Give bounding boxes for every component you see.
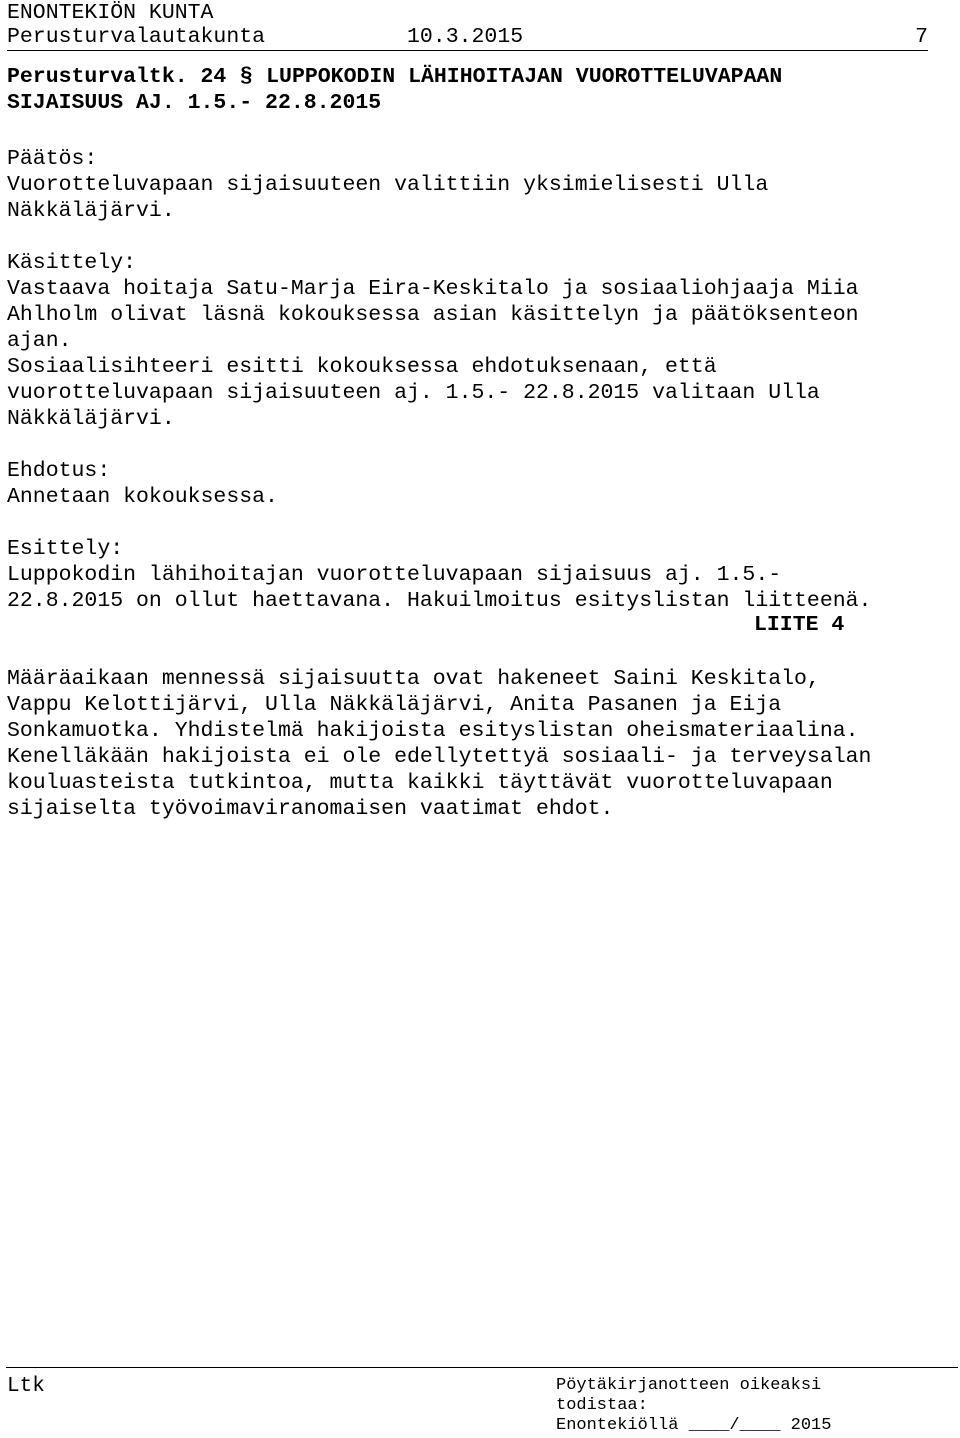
header-row	[7, 24, 928, 51]
footer-committee: Ltk	[7, 1375, 45, 1398]
presentation-paragraph-line: Vappu Kelottijärvi, Ulla Näkkäläjärvi, Anita Pasanen ja Eija	[7, 693, 782, 717]
presentation-paragraph-line: Sonkamuotka. Yhdistelmä hakijoista esityslistan oheismateriaalina.	[7, 719, 859, 743]
presentation-heading: Esittely:	[7, 537, 124, 561]
handling-line: Sosiaalisihteeri esitti kokouksessa ehdotuksenaan, että	[7, 355, 717, 379]
section-symbol: §	[239, 65, 253, 89]
item-title	[7, 64, 782, 90]
handling-line: Ahlholm olivat läsnä kokouksessa asian käsittelyn ja päätöksenteon	[7, 303, 859, 327]
meeting-date: 10.3.2015	[407, 25, 524, 49]
proposal-line: Annetaan kokouksessa.	[7, 485, 278, 509]
handling-heading: Käsittely:	[7, 251, 137, 275]
item-title-line1: LUPPOKODIN LÄHIHOITAJAN VUOROTTELUVAPAAN	[266, 65, 783, 89]
presentation-paragraph-line: Kenelläkään hakijoista ei ole edellytettyä sosiaali- ja terveysalan	[7, 745, 872, 769]
page-number: 7	[915, 25, 928, 49]
attachment-label: LIITE 4	[754, 613, 845, 637]
presentation-paragraph-line: kouluasteista tutkintoa, mutta kaikki täyttävät vuorotteluvapaan	[7, 771, 833, 795]
item-reference: Perusturvaltk. 24	[7, 65, 227, 89]
footer-certify-line1: Pöytäkirjanotteen oikeaksi	[556, 1376, 822, 1395]
handling-line: Näkkäläjärvi.	[7, 407, 175, 431]
municipality-name: ENONTEKIÖN KUNTA	[7, 1, 214, 25]
presentation-line: 22.8.2015 on ollut haettavana. Hakuilmoitus esityslistan liitteenä.	[7, 589, 872, 613]
footer-divider	[6, 1367, 958, 1368]
footer-place-date: Enontekiöllä ____/____ 2015	[556, 1416, 832, 1435]
handling-line: Vastaava hoitaja Satu-Marja Eira-Keskitalo ja sosiaaliohjaaja Miia	[7, 277, 859, 301]
footer-certify-line2: todistaa:	[556, 1396, 648, 1415]
handling-line: vuorotteluvapaan sijaisuuteen aj. 1.5.- 22.8.2015 valitaan Ulla	[7, 381, 820, 405]
board-name: Perusturvalautakunta	[7, 25, 266, 49]
decision-line: Vuorotteluvapaan sijaisuuteen valittiin yksimielisesti Ulla	[7, 173, 769, 197]
handling-line: ajan.	[7, 329, 72, 353]
presentation-paragraph-line: Määräaikaan mennessä sijaisuutta ovat hakeneet Saini Keskitalo,	[7, 667, 820, 691]
decision-line: Näkkäläjärvi.	[7, 199, 175, 223]
proposal-heading: Ehdotus:	[7, 459, 111, 483]
presentation-line: Luppokodin lähihoitajan vuorotteluvapaan sijaisuus aj. 1.5.-	[7, 563, 782, 587]
decision-heading: Päätös:	[7, 147, 98, 171]
presentation-paragraph-line: sijaiselta työvoimaviranomaisen vaatimat ehdot.	[7, 797, 614, 821]
item-title-line2: SIJAISUUS AJ. 1.5.- 22.8.2015	[7, 91, 382, 115]
